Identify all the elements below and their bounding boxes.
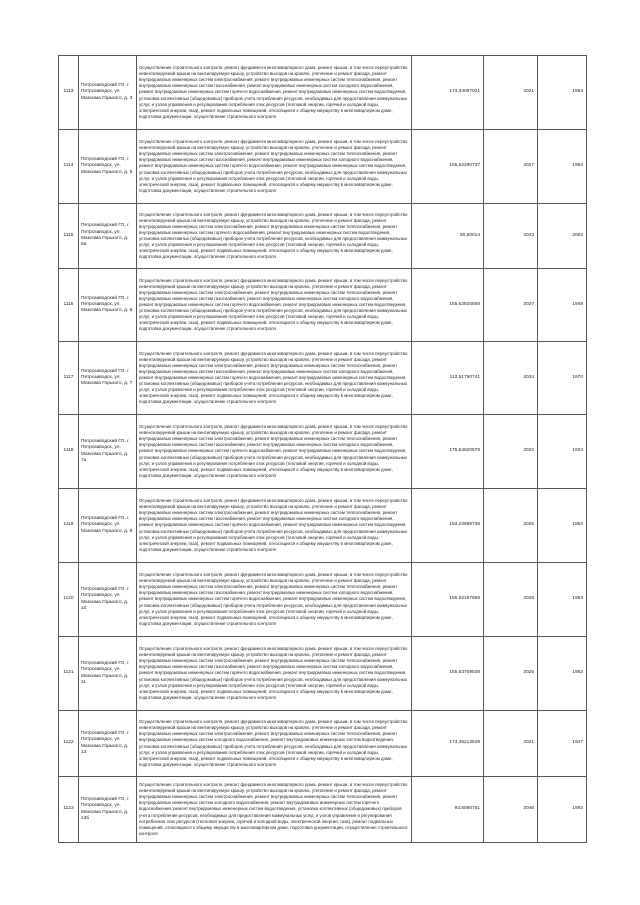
table-row — [59, 489, 587, 563]
works-cell: Осуществление строительного контроля, ремонт фундамента многоквартирного дома, ремонт крыши, в том числе переустройство невентилируемой крыши на вентилируемую крышу, устройство выходов на кровлю, утепление и ремонт фасада, ремонт внутридомовых инженерных систем электроснабжения, ремонт внутридомовых инженерных систем теплоснабжения, ремонт внутридомовых инженерных систем холодного водоснабжения, ремонт внутридомовых инженерных систем горячего водоснабжения, ремонт внутридомовых инженерных систем водоотведения, установка коллективных (общедомовых) приборов учета потребления ресурсов, необходимых для предоставления коммунальных услуг, и узлов управления и регулирования потребления этих ресурсов (тепловой энергии, горячей и холодной воды, электрической энергии, газа), ремонт подвальных помещений, относящихся к общему имуществу в многоквартирном доме, подготовка документации, осуществление строительного контроля — [137, 777, 412, 843]
built-year-cell: 1952 — [538, 637, 587, 711]
document-page — [58, 55, 586, 843]
address-cell: Петрозаводский ГО, г. Петрозаводск, ул. Максима Горького, д. 13 — [79, 711, 137, 777]
plan-year-cell: 2034 — [484, 342, 538, 415]
row-number: 1114 — [59, 130, 79, 204]
row-number: 1121 — [59, 637, 79, 711]
address-cell: Петрозаводский ГО, г. Петрозаводск, ул. Максима Горького, д. 7 — [79, 342, 137, 415]
address-cell: Петрозаводский ГО, г. Петрозаводск, ул. Максима Горького, д. 13б — [79, 777, 137, 843]
address-cell: Петрозаводский ГО, г. Петрозаводск, ул. Максима Горького, д. 7а — [79, 415, 137, 489]
plan-year-cell: 2028 — [484, 563, 538, 637]
row-number: 1119 — [59, 489, 79, 563]
table-row — [59, 56, 587, 130]
cost-cell: 155,52290737 — [412, 130, 484, 204]
table-row — [59, 637, 587, 711]
cost-cell: 93,5066751 — [412, 777, 484, 843]
built-year-cell: 1992 — [538, 777, 587, 843]
built-year-cell: 1954 — [538, 56, 587, 130]
plan-year-cell: 2021 — [484, 56, 538, 130]
built-year-cell: 1934 — [538, 415, 587, 489]
row-number: 1117 — [59, 342, 79, 415]
table-body — [59, 56, 587, 843]
table-row — [59, 711, 587, 777]
works-cell: Осуществление строительного контроля, ремонт фундамента многоквартирного дома, ремонт крыши, в том числе переустройство невентилируемой крыши на вентилируемую крышу, устройство выходов на кровлю, утепление и ремонт фасада, ремонт внутридомовых инженерных систем электроснабжения, ремонт внутридомовых инженерных систем теплоснабжения, ремонт внутридомовых инженерных систем газоснабжения, ремонт внутридомовых инженерных систем холодного водоснабжения, ремонт внутридомовых инженерных систем горячего водоснабжения, ремонт внутридомовых инженерных систем водоотведения, установка коллективных (общедомовых) приборов учета потребления ресурсов, необходимых для предоставления коммунальных услуг, и узлов управления и регулирования потребления этих ресурсов (тепловой энергии, горячей и холодной воды, электрической энергии, газа), ремонт подвальных помещений, относящихся к общему имуществу в многоквартирном доме, подготовка документации, осуществление строительного контроля — [137, 269, 412, 342]
row-number: 1116 — [59, 269, 79, 342]
table-row — [59, 777, 587, 843]
plan-year-cell: 2021 — [484, 711, 538, 777]
table-row — [59, 204, 587, 269]
cost-cell: 175,54620579 — [412, 415, 484, 489]
plan-year-cell: 2022 — [484, 415, 538, 489]
row-number: 1113 — [59, 56, 79, 130]
cost-cell: 155,52197869 — [412, 563, 484, 637]
cost-cell: 155,53709538 — [412, 637, 484, 711]
plan-year-cell: 2025 — [484, 637, 538, 711]
plan-year-cell: 2043 — [484, 204, 538, 269]
address-cell: Петрозаводский ГО, г. Петрозаводск, ул. Максима Горького, д. 8 — [79, 489, 137, 563]
works-cell: Осуществление строительного контроля, ремонт фундамента многоквартирного дома, ремонт крыши, в том числе переустройство невентилируемой крыши на вентилируемую крышу, устройство выходов на кровлю, утепление и ремонт фасада, ремонт внутридомовых инженерных систем электроснабжения, ремонт внутридомовых инженерных систем теплоснабжения, ремонт внутридомовых инженерных систем газоснабжения, ремонт внутридомовых инженерных систем холодного водоснабжения, ремонт внутридомовых инженерных систем горячего водоснабжения, ремонт внутридомовых инженерных систем водоотведения, установка коллективных (общедомовых) приборов учета потребления ресурсов, необходимых для предоставления коммунальных услуг, и узлов управления и регулирования потребления этих ресурсов (тепловой энергии, горячей и холодной воды, электрической энергии, газа), ремонт подвальных помещений, относящихся к общему имуществу в многоквартирном доме, подготовка документации, осуществление строительного контроля — [137, 489, 412, 563]
works-cell: Осуществление строительного контроля, ремонт фундамента многоквартирного дома, ремонт крыши, в том числе переустройство невентилируемой крыши на вентилируемую крышу, устройство выходов на кровлю, утепление и ремонт фасада, ремонт внутридомовых инженерных систем электроснабжения, ремонт внутридомовых инженерных систем теплоснабжения, ремонт внутридомовых инженерных систем горячего водоснабжения, ремонт внутридомовых инженерных систем водоотведения, установка коллективных (общедомовых) приборов учета потребления ресурсов, необходимых для предоставления коммунальных услуг, и узлов управления и регулирования потребления этих ресурсов (тепловой энергии, горячей и холодной воды, электрической энергии, газа), ремонт подвальных помещений, относящихся к общему имуществу в многоквартирном доме, подготовка документации, осуществление строительного контроля — [137, 204, 412, 269]
address-cell: Петрозаводский ГО, г. Петрозаводск, ул. Максима Горького, д. 10 — [79, 563, 137, 637]
works-cell: Осуществление строительного контроля, ремонт фундамента многоквартирного дома, ремонт крыши, в том числе переустройство невентилируемой крыши на вентилируемую крышу, устройство выходов на кровлю, утепление и ремонт фасада, ремонт внутридомовых инженерных систем электроснабжения, ремонт внутридомовых инженерных систем теплоснабжения, ремонт внутридомовых инженерных систем газоснабжения, ремонт внутридомовых инженерных систем холодного водоснабжения, ремонт внутридомовых инженерных систем горячего водоснабжения, ремонт внутридомовых инженерных систем водоотведения, установка коллективных (общедомовых) приборов учета потребления ресурсов, необходимых для предоставления коммунальных услуг, и узлов управления и регулирования потребления этих ресурсов (тепловой энергии, горячей и холодной воды, электрической энергии, газа), ремонт подвальных помещений, относящихся к общему имуществу в многоквартирном доме, подготовка документации, осуществление строительного контроля — [137, 342, 412, 415]
works-cell: Осуществление строительного контроля, ремонт фундамента многоквартирного дома, ремонт крыши, в том числе переустройство невентилируемой крыши на вентилируемую крышу, устройство выходов на кровлю, утепление и ремонт фасада, ремонт внутридомовых инженерных систем электроснабжения, ремонт внутридомовых инженерных систем теплоснабжения, ремонт внутридомовых инженерных систем газоснабжения, ремонт внутридомовых инженерных систем холодного водоснабжения, ремонт внутридомовых инженерных систем горячего водоснабжения, ремонт внутридомовых инженерных систем водоотведения, установка коллективных (общедомовых) приборов учета потребления ресурсов, необходимых для предоставления коммунальных услуг, и узлов управления и регулирования потребления этих ресурсов (тепловой энергии, горячей и холодной воды, электрической энергии, газа), ремонт подвальных помещений, относящихся к общему имуществу в многоквартирном доме, подготовка документации, осуществление строительного контроля — [137, 130, 412, 204]
built-year-cell: 1954 — [538, 130, 587, 204]
built-year-cell: 1952 — [538, 489, 587, 563]
row-number: 1115 — [59, 204, 79, 269]
cost-cell: 155,52820559 — [412, 269, 484, 342]
row-number: 1122 — [59, 711, 79, 777]
address-cell: Петрозаводский ГО, г. Петрозаводск, ул. Максима Горького, д. 11 — [79, 637, 137, 711]
table-row — [59, 563, 587, 637]
cost-cell: 113,51790741 — [412, 342, 484, 415]
cost-cell: 153,23695738 — [412, 489, 484, 563]
table-row — [59, 415, 587, 489]
table-row — [59, 130, 587, 204]
address-cell: Петрозаводский ГО, г. Петрозаводск, ул. Максима Горького, д. 6 — [79, 269, 137, 342]
plan-year-cell: 2027 — [484, 130, 538, 204]
address-cell: Петрозаводский ГО, г. Петрозаводск, ул. Максима Горького, д. 5а — [79, 204, 137, 269]
works-cell: Осуществление строительного контроля, ремонт фундамента многоквартирного дома, ремонт крыши, в том числе переустройство невентилируемой крыши на вентилируемую крышу, устройство выходов на кровлю, утепление и ремонт фасада, ремонт внутридомовых инженерных систем электроснабжения, ремонт внутридомовых инженерных систем теплоснабжения, ремонт внутридомовых инженерных систем газоснабжения, ремонт внутридомовых инженерных систем холодного водоснабжения, ремонт внутридомовых инженерных систем горячего водоснабжения, ремонт внутридомовых инженерных систем водоотведения, установка коллективных (общедомовых) приборов учета потребления ресурсов, необходимых для предоставления коммунальных услуг, и узлов управления и регулирования потребления этих ресурсов (тепловой энергии, горячей и холодной воды, электрической энергии, газа), ремонт подвальных помещений, относящихся к общему имуществу в многоквартирном доме, подготовка документации, осуществление строительного контроля — [137, 563, 412, 637]
cost-cell: 50,50014 — [412, 204, 484, 269]
works-cell: Осуществление строительного контроля, ремонт фундамента многоквартирного дома, ремонт крыши, в том числе переустройство невентилируемой крыши на вентилируемую крышу, устройство выходов на кровлю, утепление и ремонт фасада, ремонт внутридомовых инженерных систем электроснабжения, ремонт внутридомовых инженерных систем теплоснабжения, ремонт внутридомовых инженерных систем газоснабжения, ремонт внутридомовых инженерных систем холодного водоснабжения, ремонт внутридомовых инженерных систем горячего водоснабжения, ремонт внутридомовых инженерных систем водоотведения, установка коллективных (общедомовых) приборов учета потребления ресурсов, необходимых для предоставления коммунальных услуг, и узлов управления и регулирования потребления этих ресурсов (тепловой энергии, горячей и холодной воды, электрической энергии, газа), ремонт подвальных помещений, относящихся к общему имуществу в многоквартирном доме, подготовка документации, осуществление строительного контроля — [137, 56, 412, 130]
built-year-cell: 1953 — [538, 563, 587, 637]
row-number: 1118 — [59, 415, 79, 489]
cost-cell: 173,34097021 — [412, 56, 484, 130]
built-year-cell: 1949 — [538, 269, 587, 342]
plan-year-cell: 2046 — [484, 777, 538, 843]
built-year-cell: 2002 — [538, 204, 587, 269]
table-row — [59, 342, 587, 415]
capital-repair-table — [58, 55, 587, 843]
row-number: 1120 — [59, 563, 79, 637]
plan-year-cell: 2025 — [484, 489, 538, 563]
built-year-cell: 1970 — [538, 342, 587, 415]
works-cell: Осуществление строительного контроля, ремонт фундамента многоквартирного дома, ремонт крыши, в том числе переустройство невентилируемой крыши на вентилируемую крышу, устройство выходов на кровлю, утепление и ремонт фасада, ремонт внутридомовых инженерных систем электроснабжения, ремонт внутридомовых инженерных систем теплоснабжения, ремонт внутридомовых инженерных систем холодного водоснабжения, ремонт внутридомовых инженерных систем водоотведения, установка коллективных (общедомовых) приборов учета потребления ресурсов, необходимых для предоставления коммунальных услуг, и узлов управления и регулирования потребления этих ресурсов (тепловой энергии, горячей и холодной воды, электрической энергии, газа), ремонт подвальных помещений, относящихся к общему имуществу в многоквартирном доме, подготовка документации, осуществление строительного контроля — [137, 711, 412, 777]
works-cell: Осуществление строительного контроля, ремонт фундамента многоквартирного дома, ремонт крыши, в том числе переустройство невентилируемой крыши на вентилируемую крышу, устройство выходов на кровлю, утепление и ремонт фасада, ремонт внутридомовых инженерных систем электроснабжения, ремонт внутридомовых инженерных систем теплоснабжения, ремонт внутридомовых инженерных систем газоснабжения, ремонт внутридомовых инженерных систем холодного водоснабжения, ремонт внутридомовых инженерных систем горячего водоснабжения, ремонт внутридомовых инженерных систем водоотведения, установка коллективных (общедомовых) приборов учета потребления ресурсов, необходимых для предоставления коммунальных услуг, и узлов управления и регулирования потребления этих ресурсов (тепловой энергии, горячей и холодной воды, электрической энергии, газа), ремонт подвальных помещений, относящихся к общему имуществу в многоквартирном доме, подготовка документации, осуществление строительного контроля — [137, 637, 412, 711]
address-cell: Петрозаводский ГО, г. Петрозаводск, ул. Максима Горького, д. 5 — [79, 130, 137, 204]
cost-cell: 173,35213549 — [412, 711, 484, 777]
built-year-cell: 1947 — [538, 711, 587, 777]
row-number: 1123 — [59, 777, 79, 843]
address-cell: Петрозаводский ГО, г. Петрозаводск, ул. Максима Горького, д. 3 — [79, 56, 137, 130]
table-row — [59, 269, 587, 342]
plan-year-cell: 2027 — [484, 269, 538, 342]
works-cell: Осуществление строительного контроля, ремонт фундамента многоквартирного дома, ремонт крыши, в том числе переустройство невентилируемой крыши на вентилируемую крышу, устройство выходов на кровлю, утепление и ремонт фасада, ремонт внутридомовых инженерных систем электроснабжения, ремонт внутридомовых инженерных систем теплоснабжения, ремонт внутридомовых инженерных систем газоснабжения, ремонт внутридомовых инженерных систем холодного водоснабжения, ремонт внутридомовых инженерных систем горячего водоснабжения, ремонт внутридомовых инженерных систем водоотведения, установка коллективных (общедомовых) приборов учета потребления ресурсов, необходимых для предоставления коммунальных услуг, и узлов управления и регулирования потребления этих ресурсов (тепловой энергии, горячей и холодной воды, электрической энергии, газа), ремонт подвальных помещений, относящихся к общему имуществу в многоквартирном доме, подготовка документации, осуществление строительного контроля — [137, 415, 412, 489]
